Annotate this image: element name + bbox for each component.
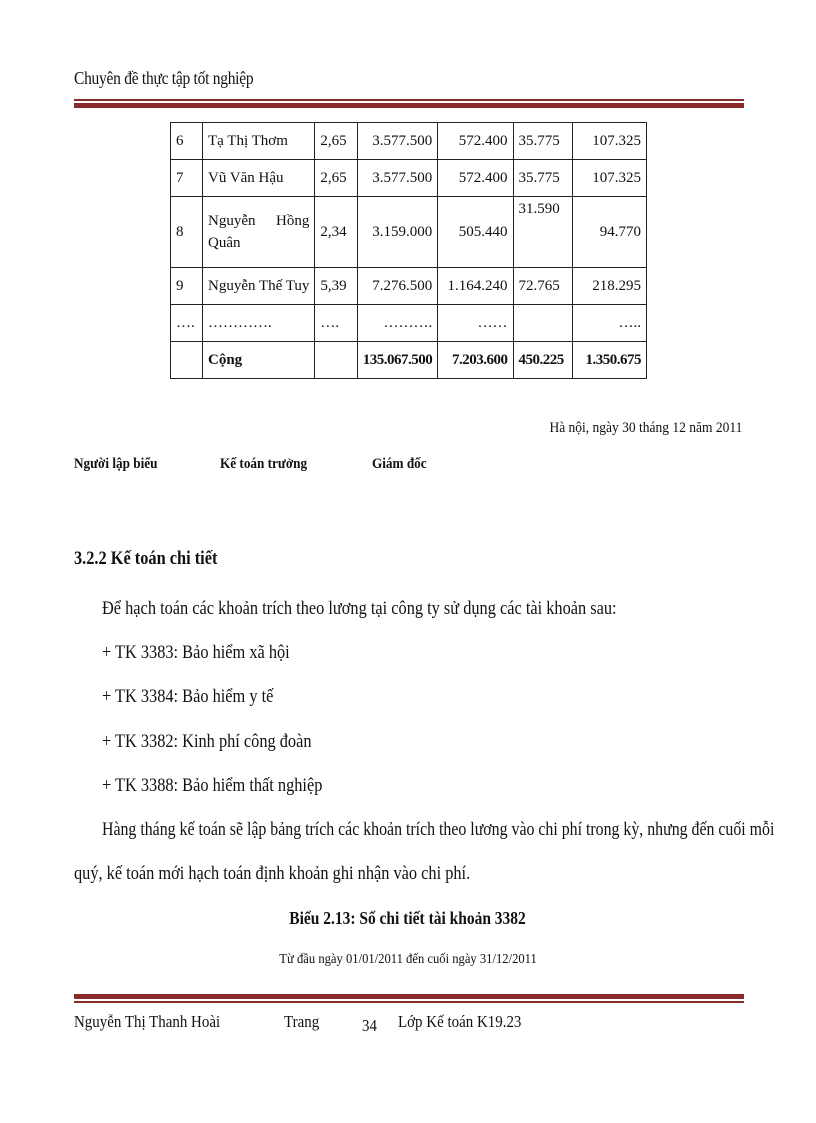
cell-amount: 572.400 (438, 160, 513, 197)
cell-amount: 218.295 (573, 268, 647, 305)
total-label: Cộng (202, 342, 314, 379)
cell-coef: 5,39 (315, 268, 357, 305)
cell-amount: ………. (357, 305, 438, 342)
cell-amount: …… (438, 305, 513, 342)
page-header-title: Chuyên đề thực tập tốt nghiệp (74, 68, 254, 88)
signature-chief-accountant: Kế toán trưởng (220, 456, 308, 472)
name-part: Quân (207, 235, 241, 251)
signature-date: Hà nội, ngày 30 tháng 12 năm 2011 (549, 420, 742, 436)
paragraph-line: Hàng tháng kế toán sẽ lập bảng trích các khoản trích theo lương vào chi phí trong kỳ, nhưng đến cuối mỗi (102, 819, 775, 840)
section-heading: 3.2.2 Kế toán chi tiết (74, 548, 218, 569)
cell-amount: 505.440 (438, 197, 513, 268)
cell-no: 8 (171, 197, 203, 268)
cell-amount: 7.276.500 (357, 268, 438, 305)
total-amount: 450.225 (513, 342, 573, 379)
cell-coef: 2,34 (315, 197, 357, 268)
total-amount: 7.203.600 (438, 342, 513, 379)
table-total-row (171, 342, 647, 379)
table-row (171, 268, 647, 305)
cell-coef: 2,65 (315, 123, 357, 160)
cell-coef: …. (315, 305, 357, 342)
cell-no: 9 (171, 268, 203, 305)
cell-amount: 107.325 (573, 123, 647, 160)
table-subcaption (0, 952, 816, 968)
table-row (171, 305, 647, 342)
account-item: + TK 3383: Bảo hiểm xã hội (102, 642, 290, 663)
account-item: + TK 3388: Bảo hiểm thất nghiệp (102, 775, 323, 796)
table-row (171, 123, 647, 160)
cell-amount: 1.164.240 (438, 268, 513, 305)
cell-amount: 3.159.000 (357, 197, 438, 268)
cell-amount: 3.577.500 (357, 123, 438, 160)
table-row (171, 160, 647, 197)
cell-amount: 31.590 (513, 197, 573, 268)
cell-name (202, 197, 314, 268)
caption-title: Biểu 2.13: Sổ chi tiết tài khoản 3382 (289, 908, 527, 928)
cell-no: 7 (171, 160, 203, 197)
cell-no (171, 342, 203, 379)
footer-class: Lớp Kế toán K19.23 (398, 1012, 522, 1031)
cell-amount: 35.775 (513, 123, 573, 160)
salary-deduction-table (170, 122, 647, 379)
footer-page-label: Trang (284, 1012, 320, 1031)
cell-amount: 94.770 (573, 197, 647, 268)
caption-subtitle: Từ đầu ngày 01/01/2011 đến cuối ngày 31/12/2011 (279, 952, 537, 967)
cell-name: Tạ Thị Thơm (202, 123, 314, 160)
cell-coef: 2,65 (315, 160, 357, 197)
table-row (171, 197, 647, 268)
cell-amount: ….. (573, 305, 647, 342)
cell-amount: 35.775 (513, 160, 573, 197)
total-amount: 135.067.500 (357, 342, 438, 379)
header-rule (74, 99, 744, 108)
signature-preparer: Người lập biểu (74, 456, 158, 472)
cell-amount (513, 305, 573, 342)
table-caption (0, 908, 816, 929)
account-item: + TK 3382: Kinh phí công đoàn (102, 731, 312, 752)
cell-name: Nguyễn Thế Tuy (202, 268, 314, 305)
cell-coef (315, 342, 357, 379)
paragraph-line: quý, kế toán mới hạch toán định khoản ghi nhận vào chi phí. (74, 863, 471, 884)
cell-no: 6 (171, 123, 203, 160)
name-part: Nguyễn (207, 213, 256, 229)
footer-author: Nguyễn Thị Thanh Hoài (74, 1012, 221, 1031)
cell-name: Vũ Văn Hậu (202, 160, 314, 197)
footer-rule (74, 994, 744, 1005)
section-intro: Để hạch toán các khoản trích theo lương tại công ty sử dụng các tài khoản sau: (102, 598, 617, 619)
name-part: Hồng (276, 213, 310, 229)
cell-amount: 3.577.500 (357, 160, 438, 197)
cell-amount: 107.325 (573, 160, 647, 197)
total-amount: 1.350.675 (573, 342, 647, 379)
cell-amount: 72.765 (513, 268, 573, 305)
account-item: + TK 3384: Bảo hiểm y tế (102, 686, 274, 707)
cell-amount: 572.400 (438, 123, 513, 160)
footer-page-number: 34 (362, 1016, 377, 1035)
signature-director: Giám đốc (372, 456, 427, 472)
cell-name: …………. (202, 305, 314, 342)
cell-no: …. (171, 305, 203, 342)
